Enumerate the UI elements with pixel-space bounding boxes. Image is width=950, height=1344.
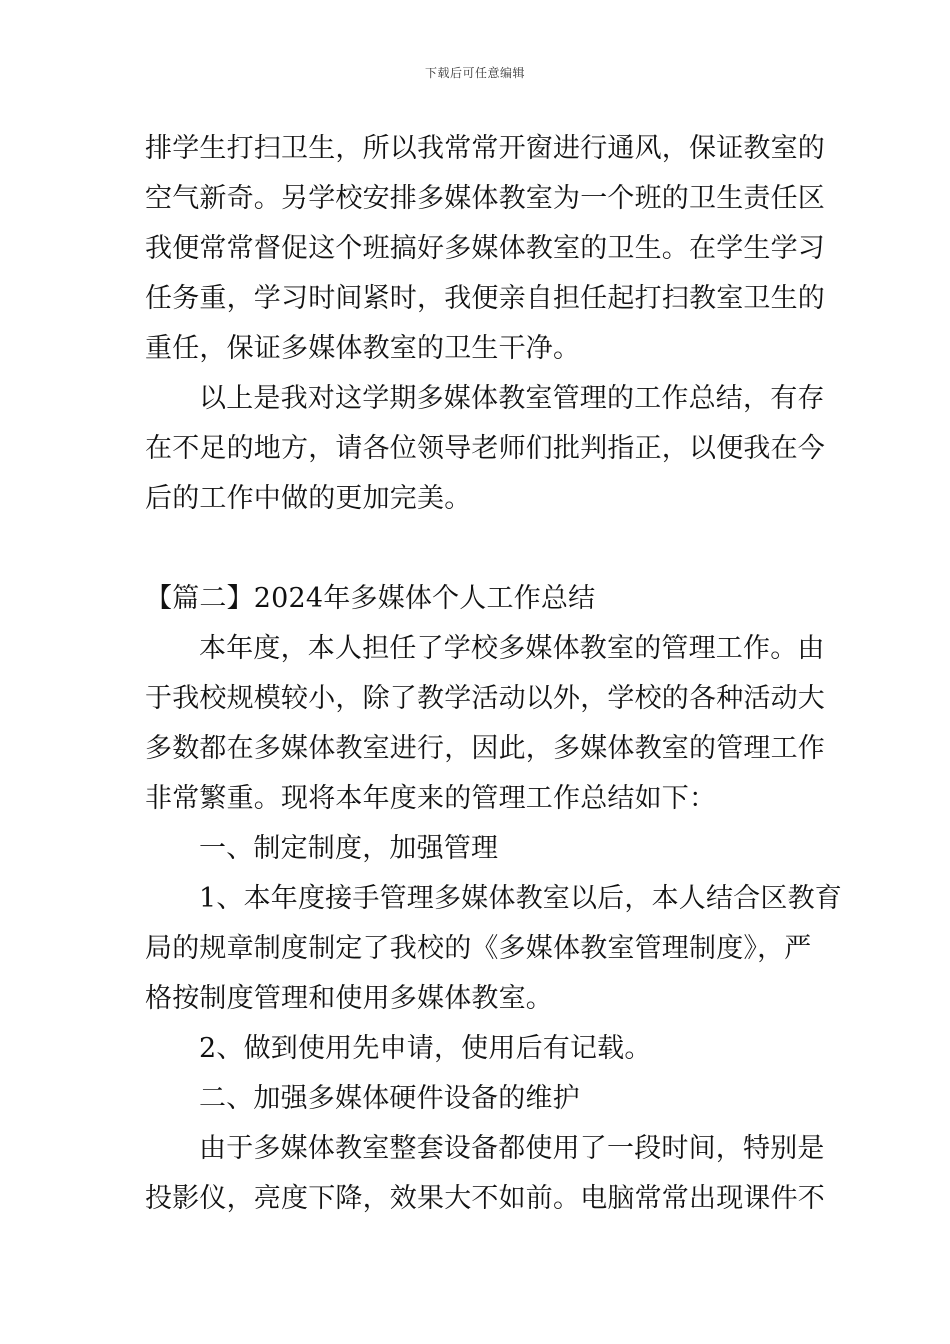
text-line: 非常繁重。现将本年度来的管理工作总结如下： (145, 783, 717, 814)
subheading-text: 一、制定制度，加强管理 (199, 833, 499, 864)
section-spacer (145, 524, 805, 574)
text-line: 多数都在多媒体教室进行，因此，多媒体教室的管理工作 (145, 733, 825, 764)
text-line: 空气新奇。另学校安排多媒体教室为一个班的卫生责任区 (145, 183, 825, 214)
text-line: 重任，保证多媒体教室的卫生干净。 (145, 333, 581, 364)
section-title: 【篇二】2024年多媒体个人工作总结 (145, 583, 596, 614)
paragraph-hardware (145, 1124, 825, 1224)
text-line: 于我校规模较小，除了教学活动以外，学校的各种活动大 (145, 683, 825, 714)
paragraph-item-1 (145, 874, 842, 1024)
subheading-two (145, 1074, 805, 1124)
paragraph-conclusion (145, 374, 825, 524)
text-line: 格按制度管理和使用多媒体教室。 (145, 983, 553, 1014)
text-line: 2、做到使用先申请，使用后有记载。 (199, 1033, 652, 1064)
text-line: 排学生打扫卫生，所以我常常开窗进行通风，保证教室的 (145, 133, 825, 164)
text-line: 由于多媒体教室整套设备都使用了一段时间，特别是 (199, 1133, 825, 1164)
text-line: 任务重，学习时间紧时，我便亲自担任起打扫教室卫生的 (145, 283, 825, 314)
text-line: 后的工作中做的更加完美。 (145, 483, 472, 514)
paragraph-item-2 (145, 1024, 805, 1074)
page-header-note: 下载后可任意编辑 (424, 66, 525, 80)
text-line: 投影仪，亮度下降，效果大不如前。电脑常常出现课件不 (145, 1183, 825, 1214)
text-line: 本年度，本人担任了学校多媒体教室的管理工作。由 (199, 633, 825, 664)
subheading-text: 二、加强多媒体硬件设备的维护 (199, 1083, 580, 1114)
text-line: 1、本年度接手管理多媒体教室以后，本人结合区教育 (199, 883, 842, 914)
text-line: 在不足的地方，请各位领导老师们批判指正，以便我在今 (145, 433, 825, 464)
text-line: 我便常常督促这个班搞好多媒体教室的卫生。在学生学习 (145, 233, 825, 264)
text-line: 局的规章制度制定了我校的《多媒体教室管理制度》，严 (145, 933, 812, 964)
paragraph-hygiene (145, 124, 825, 374)
section-heading (145, 574, 805, 624)
text-line: 以上是我对这学期多媒体教室管理的工作总结，有存 (199, 383, 825, 414)
subheading-one (145, 824, 805, 874)
paragraph-intro (145, 624, 825, 824)
document-body (145, 124, 842, 1224)
